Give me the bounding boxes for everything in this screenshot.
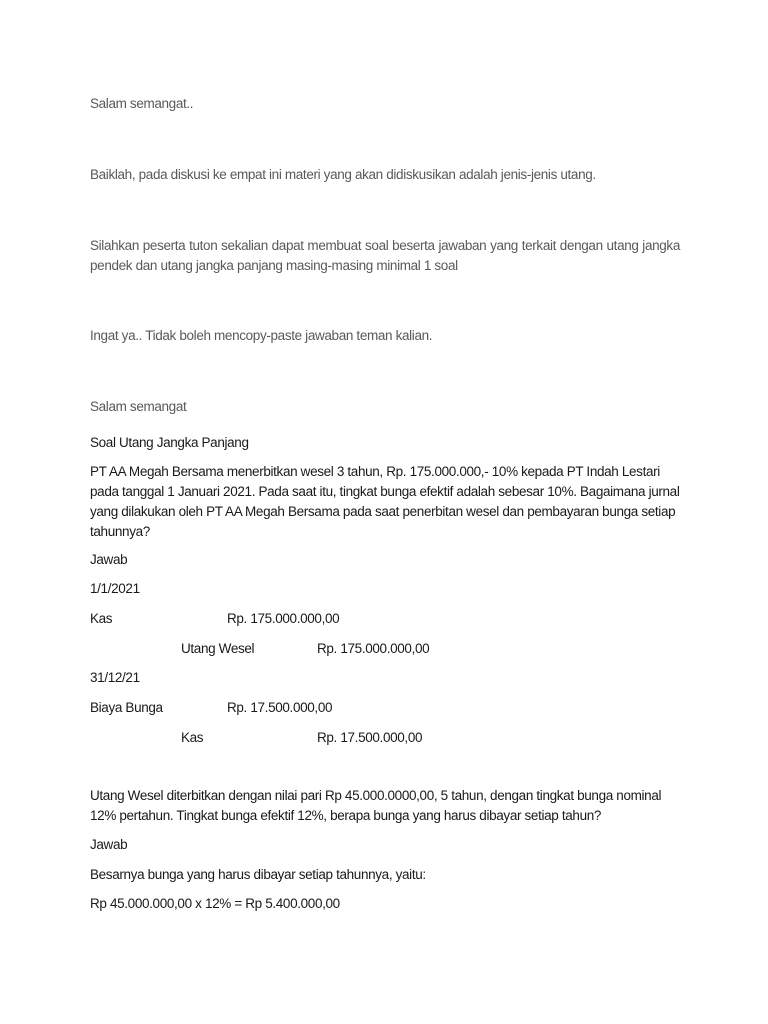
journal-credit-account: Kas (181, 730, 204, 745)
question1-answer-label: Jawab (90, 552, 128, 567)
closing-text: Salam semangat (90, 399, 187, 414)
question1-text: PT AA Megah Bersama menerbitkan wesel 3 tahun, Rp. 175.000.000,- 10% kepada PT Indah Lestari pada tanggal 1 Januari 2021. Pada saat itu, tingkat bunga efektif adalah sebesar 10%. Bagaimana jurnal yang dilakukan oleh PT AA Megah Bersama pada saat penerbitan wesel dan pembayaran bunga setiap tahunnya? (90, 464, 680, 539)
question1-heading: Soal Utang Jangka Panjang (90, 435, 249, 450)
question2-answer-label: Jawab (90, 837, 128, 852)
question2-text: Utang Wesel diterbitkan dengan nilai pari Rp 45.000.0000,00, 5 tahun, dengan tingkat bunga nominal 12% pertahun. Tingkat bunga efektif 12%, berapa bunga yang harus dibayar setiap tahun? (90, 788, 662, 823)
instruction-text: Silahkan peserta tuton sekalian dapat membuat soal beserta jawaban yang terkait dengan utang jangka pendek dan utang jangka panjang masing-masing minimal 1 soal (90, 238, 680, 273)
journal-debit-account: Biaya Bunga (90, 700, 163, 715)
question2-explanation: Besarnya bunga yang harus dibayar setiap tahunnya, yaitu: (90, 867, 426, 882)
journal-credit-amount: Rp. 175.000.000,00 (317, 641, 430, 656)
journal-debit-amount: Rp. 17.500.000,00 (227, 700, 333, 715)
question2-calculation: Rp 45.000.000,00 x 12% = Rp 5.400.000,00 (90, 896, 340, 911)
journal-credit-amount: Rp. 17.500.000,00 (317, 730, 423, 745)
journal-debit-account: Kas (90, 611, 113, 626)
greeting-text: Salam semangat.. (90, 96, 194, 111)
journal-date: 1/1/2021 (90, 581, 140, 596)
journal-debit-amount: Rp. 175.000.000,00 (227, 611, 340, 626)
warning-text: Ingat ya.. Tidak boleh mencopy-paste jawaban teman kalian. (90, 328, 433, 343)
topic-text: Baiklah, pada diskusi ke empat ini materi yang akan didiskusikan adalah jenis-jenis utang. (90, 167, 596, 182)
journal-credit-account: Utang Wesel (181, 641, 255, 656)
journal-date: 31/12/21 (90, 670, 140, 685)
